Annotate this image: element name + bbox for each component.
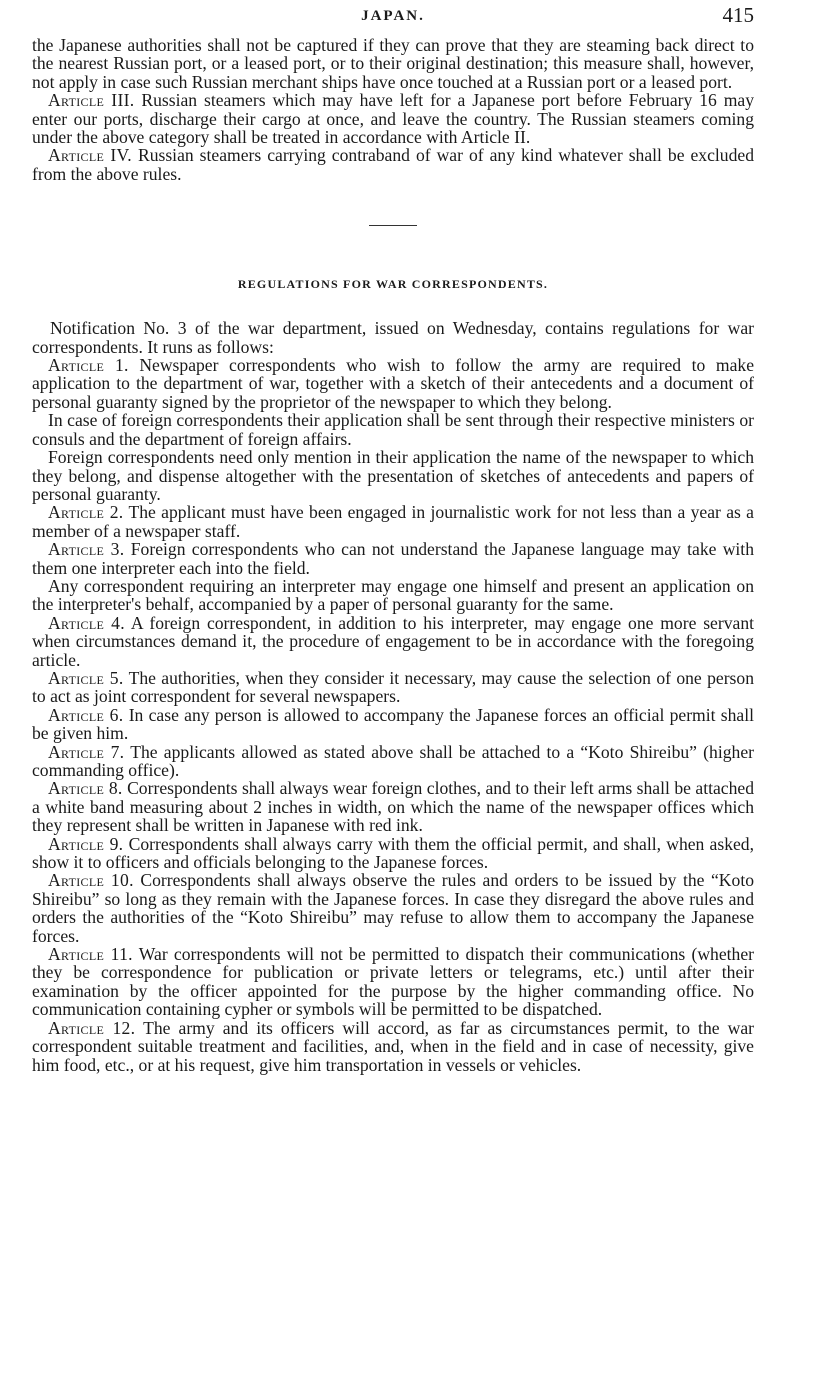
article-11-paragraph <box>32 945 754 1019</box>
article-8-paragraph <box>32 779 754 834</box>
paragraph-text: Foreign correspondents need only mention in their application the name of the newspaper to which they belong, and dispense altogether with the presentation of sketches of antecedents and papers of personal guaranty. <box>32 447 754 504</box>
article-lead: Article 5. <box>48 667 124 688</box>
continued-text-block <box>32 36 754 183</box>
article-6-paragraph <box>32 706 754 743</box>
paragraph-text: The authorities, when they consider it necessary, may cause the selection of one person to act as joint correspondent for several newspapers. <box>32 667 754 707</box>
article-1-paragraph <box>32 356 754 411</box>
paragraph-text: Correspondents shall always carry with them the official permit, and shall, when asked, show it to officers and officials belonging to the Japanese forces. <box>32 833 755 873</box>
article-lead: Article 7. <box>48 741 125 762</box>
paragraph-text: Correspondents shall always observe the rules and orders to be issued by the “Koto Shireibu” so long as they remain with the Japanese forces. In case they disregard the above rules and orders the authorities of the “Koto Shireibu” may refuse to allow them to accompany the Japanese forces. <box>32 870 754 946</box>
page-number: 415 <box>722 3 754 27</box>
article-12-paragraph <box>32 1019 754 1074</box>
continued-paragraph <box>32 36 754 91</box>
paragraph-text: Foreign correspondents who can not understand the Japanese language may take with them one interpreter each into the field. <box>32 539 754 578</box>
article-lead: Article 3. <box>48 539 125 560</box>
article-iii-paragraph <box>32 91 754 146</box>
article-lead: Article 2. <box>48 502 124 523</box>
paragraph-text: the Japanese authorities shall not be captured if they can prove that they are steaming back direct to the nearest Russian port, or a leased port, or to their original destination; this measure shall, however, not apply in case such Russian merchant ships have once touched at a Russian port or a leased port. <box>32 35 754 92</box>
intro-paragraph: Notification No. 3 of the war department, issued on Wednesday, contains regulations for war correspondents. It runs as follows: <box>32 318 754 357</box>
paragraph-text: Any correspondent requiring an interpreter may engage one himself and present an application on the interpreter's behalf, accompanied by a paper of personal guaranty for the same. <box>32 575 754 615</box>
article-lead: Article 8. <box>48 778 123 799</box>
paragraph-text: In case any person is allowed to accompany the Japanese forces an official permit shall be given him. <box>32 704 754 744</box>
article-iv-paragraph <box>32 146 754 183</box>
paragraph-text: Correspondents shall always wear foreign clothes, and to their left arms shall be attached a white band measuring about 2 inches in width, on which the name of the newspaper offices which they represent shall be written in Japanese with red ink. <box>32 778 754 836</box>
paragraph-text: The army and its officers will accord, as far as circumstances permit, to the war correspondent suitable treatment and facilities, and, when in the field and in case of necessity, give him food, etc., or at his request, give him transportation in vessels or vehicles. <box>32 1017 754 1075</box>
article-lead: Article III. <box>48 90 135 111</box>
article-lead: Article 6. <box>48 704 124 725</box>
running-header <box>32 0 754 36</box>
paragraph-text: The applicants allowed as stated above shall be attached to a “Koto Shireibu” (higher commanding office). <box>32 741 754 780</box>
regulations-body <box>32 319 754 1074</box>
article-5-paragraph <box>32 669 754 706</box>
section-title: REGULATIONS FOR WAR CORRESPONDENTS. <box>237 277 549 292</box>
article-2-paragraph <box>32 503 754 540</box>
article-lead: Article 12. <box>48 1017 136 1038</box>
paragraph-text: The applicant must have been engaged in journalistic work for not less than a year as a member of a newspaper staff. <box>32 502 754 541</box>
article-10-paragraph <box>32 871 754 945</box>
article-lead: Article 11. <box>48 944 133 965</box>
document-page <box>32 0 754 1074</box>
paragraph-text: War correspondents will not be permitted to dispatch their communications (whether they be correspondence for publication or private letters or telegrams, etc.) until after their examination by the officer appointed for the purpose by the higher commanding office. No communication containing cypher or symbols will be permitted to be dispatched. <box>32 944 754 1020</box>
paragraph-text: A foreign correspondent, in addition to his interpreter, may engage one more servant when circumstances demand it, the procedure of engagement to be in accordance with the foregoing article. <box>32 612 754 670</box>
paragraph-text: In case of foreign correspondents their application shall be sent through their respective ministers or consuls and the department of foreign affairs. <box>32 410 754 449</box>
paragraph-text: Russian steamers which may have left for a Japanese port before February 16 may enter our ports, discharge their cargo at once, and leave the country. The Russian steamers coming under the above category shall be treated in accordance with Article II. <box>32 90 754 148</box>
article-9-paragraph <box>32 835 754 872</box>
foreign-mention-paragraph <box>32 448 754 503</box>
article-lead: Article 4. <box>48 612 125 633</box>
interpreter-paragraph <box>32 577 754 614</box>
article-lead: Article IV. <box>48 145 132 166</box>
article-lead: Article 10. <box>48 870 134 891</box>
article-lead: Article 9. <box>48 833 124 854</box>
article-7-paragraph <box>32 743 754 780</box>
foreign-application-paragraph <box>32 411 754 448</box>
article-lead: Article 1. <box>48 355 129 376</box>
paragraph-text: Russian steamers carrying contraband of war of any kind whatever shall be excluded from the above rules. <box>32 145 755 184</box>
paragraph-text: Newspaper correspondents who wish to follow the army are required to make application to the department of war, together with a sketch of their antecedents and a document of personal guaranty signed by the proprietor of the newspaper to which they belong. <box>32 355 755 412</box>
section-divider <box>369 225 417 226</box>
article-3-paragraph <box>32 540 754 577</box>
article-4-paragraph <box>32 614 754 669</box>
running-title: JAPAN. <box>361 8 425 24</box>
